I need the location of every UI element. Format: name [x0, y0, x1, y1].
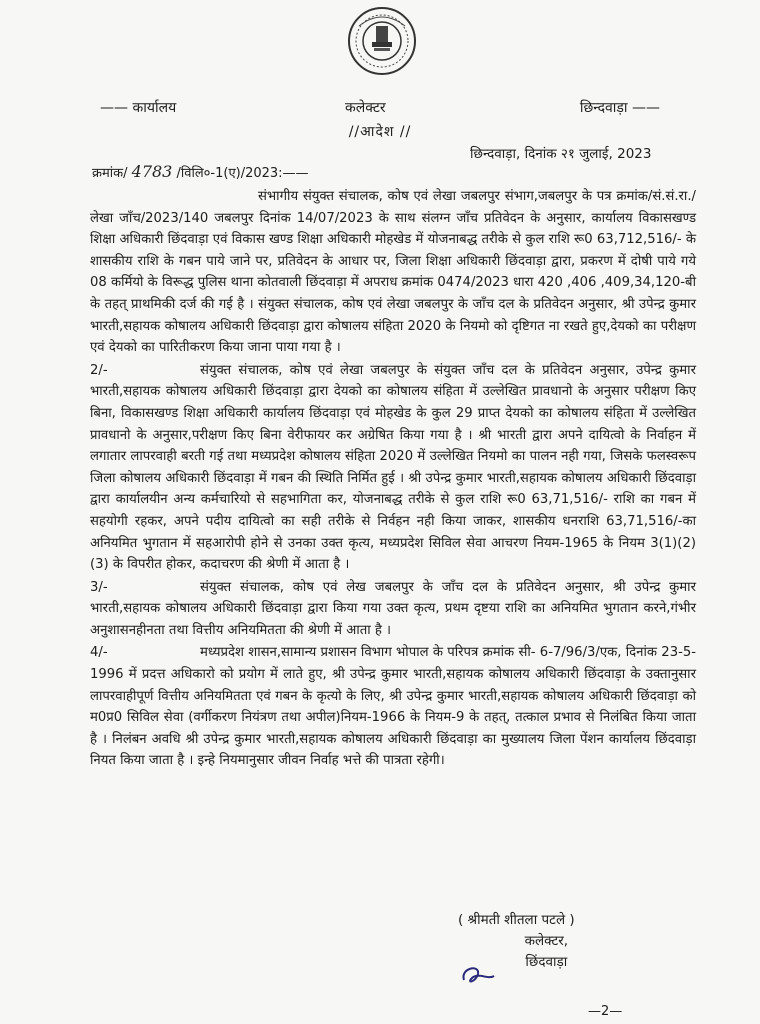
paragraph-1-text: संभागीय संयुक्त संचालक, कोष एवं लेखा जबलपुर संभाग,जबलपुर के पत्र क्रमांक/सं.सं.रा./लेखा जाँच/2023/140 जबलपुर दिनांक 14/07/2023 के साथ संलग्न जाँच प्रतिवेदन के अनुसार, कार्यालय विकासखण्ड शिक्षा अधिकारी छिंदवाड़ा एवं विकास खण्ड शिक्षा अधिकारी मोहखेड में योजनाबद्ध तरीके से कुल राशि रू0 63,712,516/- के शासकीय राशि के गबन पाये जाने पर, प्रतिवेदन के आधार पर, जिला शिक्षा अधिकारी छिंदवाड़ा द्वारा, प्रकरण में दोषी पाये गये 08 कर्मियो के विरूद्ध पुलिस थाना कोतवाली छिंदवाड़ा में अपराध क्रमांक 0474/2023 धारा 420 ,406 ,409,34,120-बी के तहत् प्राथमिकी दर्ज की गई है । संयुक्त संचालक, कोष एवं लेखा जबलपुर के जाँच दल के प्रतिवेदन अनुसार, श्री उपेन्द्र कुमार भारती,सहायक कोषालय अधिकारी छिंदवाड़ा द्वारा कोषालय संहिता 2020 के नियमो को दृष्टिगत ना रखते हुए,देयको का परीक्षण एवं देयको का पारितीकरण किया जाना पाया गया है ।	[90, 189, 696, 356]
paragraph-3-text: संयुक्त संचालक, कोष एवं लेख जबलपुर के जाँच दल के प्रतिवेदन अनुसार, श्री उपेन्द्र कुमार भारती,सहायक कोषालय अधिकारी छिंदवाड़ा द्वारा किया गया उक्त कृत्य, प्रथम दृष्टया राशि का अनियमित भुगतान करने,गंभीर अनुशासनहीनता तथा वित्तीय अनियमितता की श्रेणी में आता है ।	[90, 579, 696, 638]
paragraph-3	[90, 577, 696, 642]
handwritten-signature-icon	[458, 958, 498, 988]
order-number: 4783	[131, 162, 173, 181]
office-header	[100, 98, 660, 118]
place-date: छिन्दवाड़ा, दिनांक २‌१ जुलाई, 2023	[470, 146, 652, 162]
paragraph-3-number: 3/-	[90, 579, 108, 595]
paragraph-4-text: मध्यप्रदेश शासन,सामान्य प्रशासन विभाग भोपाल के परिपत्र क्रमांक सी- 6-7/96/3/एक, दिनांक 23-5-1996 में प्रदत्त अधिकारो को प्रयोग में लाते हुए, श्री उपेन्द्र कुमार भारती,सहायक कोषालय अधिकारी छिंदवाड़ा के उक्तानुसार लापरवाहीपूर्ण वित्तीय अनियमितता एवं गबन के कृत्यो के लिए, श्री उपेन्द्र कुमार भारती,सहायक कोषालय अधिकारी छिंदवाड़ा को म0प्र0 सिविल सेवा (वर्गीकरण नियंत्रण तथा अपील)नियम-1966 के नियम-9 के तहत्, तत्काल प्रभाव से निलंबित किया जाता है । निलंबन अवधि श्री उपेन्द्र कुमार भारती,सहायक कोषालय अधिकारी छिंदवाड़ा का मुख्यालय जिला पेंशन कार्यालय छिंदवाड़ा नियत किया जाता है । इन्हे नियमानुसार जीवन निर्वाह भत्ते की पात्रता रहेगी।	[90, 645, 696, 769]
signatory-name: ( श्रीमती शीतला पटले )	[458, 912, 575, 928]
paragraph-2-text: संयुक्त संचालक, कोष एवं लेखा जबलपुर के संयुक्त जाँच दल के प्रतिवेदन अनुसार, उपेन्द्र कुमार भारती,सहायक कोषालय अधिकारी छिंदवाड़ा द्वारा देयको का कोषालय संहिता में उल्लेखित प्रावधानो के अनुसार परीक्षण किए बिना, विकासखण्ड शिक्षा अधिकारी कार्यालय छिंदवाड़ा एवं मोहखेड के कुल 29 प्राप्त देयको का कोषालय संहिता में उल्लेखित प्रावधानो के अनुसार,परीक्षण किए बिना वेरीफायर कर अग्रेषित किया गया है । श्री भारती द्वारा अपने दायित्वो के निर्वाहन में लगातार लापरवाही बरती गई तथा मध्यप्रदेश कोषालय संहिता 2020 में उल्लेखित नियमो का पालन नही गया, जिसके फलस्वरूप जिला कोषालय अधिकारी छिंदवाड़ा में गबन की स्थिति निर्मित हुई । श्री उपेन्द्र कुमार भारती,सहायक कोषालय अधिकारी छिंदवाड़ा द्वारा कार्यालयीन अन्य कर्मचारियो से सहभागिता कर, योजनाबद्ध तरीके से कुल राशि रू0 63,71,516/- राशि का गबन में सहयोगी रहकर, अपने पदीय दायित्वो का सही तरीके से निर्वहन नही किया जाकर, शासकीय धनराशि 63,71,516/-का अनियमित भुगतान में सहआरोपी होने से उनका उक्त कृत्य, मध्यप्रदेश सिविल सेवा आचरण नियम-1965 के नियम 3(1)(2)(3) के विपरीत होकर, कदाचरण की श्रेणी में आता है ।	[90, 362, 696, 573]
header-collector: कलेक्टर	[345, 100, 386, 116]
header-place: छिन्दवाड़ा ——	[579, 100, 660, 116]
order-suffix: /विलि०-1(ए)/2023:——	[176, 166, 309, 181]
state-emblem-icon	[345, 6, 419, 76]
order-body	[90, 186, 696, 772]
order-title: //आदेश //	[348, 124, 412, 140]
paragraph-2	[90, 360, 696, 576]
signatory-designation: कलेक्टर,	[524, 933, 569, 949]
order-prefix: क्रमांक/	[92, 166, 128, 181]
page-marker: —2—	[588, 1004, 623, 1019]
paragraph-4-number: 4/-	[90, 645, 108, 661]
paragraph-4	[90, 642, 696, 772]
paragraph-1	[90, 186, 696, 359]
header-office: —— कार्यालय	[100, 100, 177, 116]
paragraph-2-number: 2/-	[90, 362, 108, 378]
order-number-line	[92, 162, 309, 181]
signatory-place: छिंदवाड़ा	[525, 954, 568, 970]
